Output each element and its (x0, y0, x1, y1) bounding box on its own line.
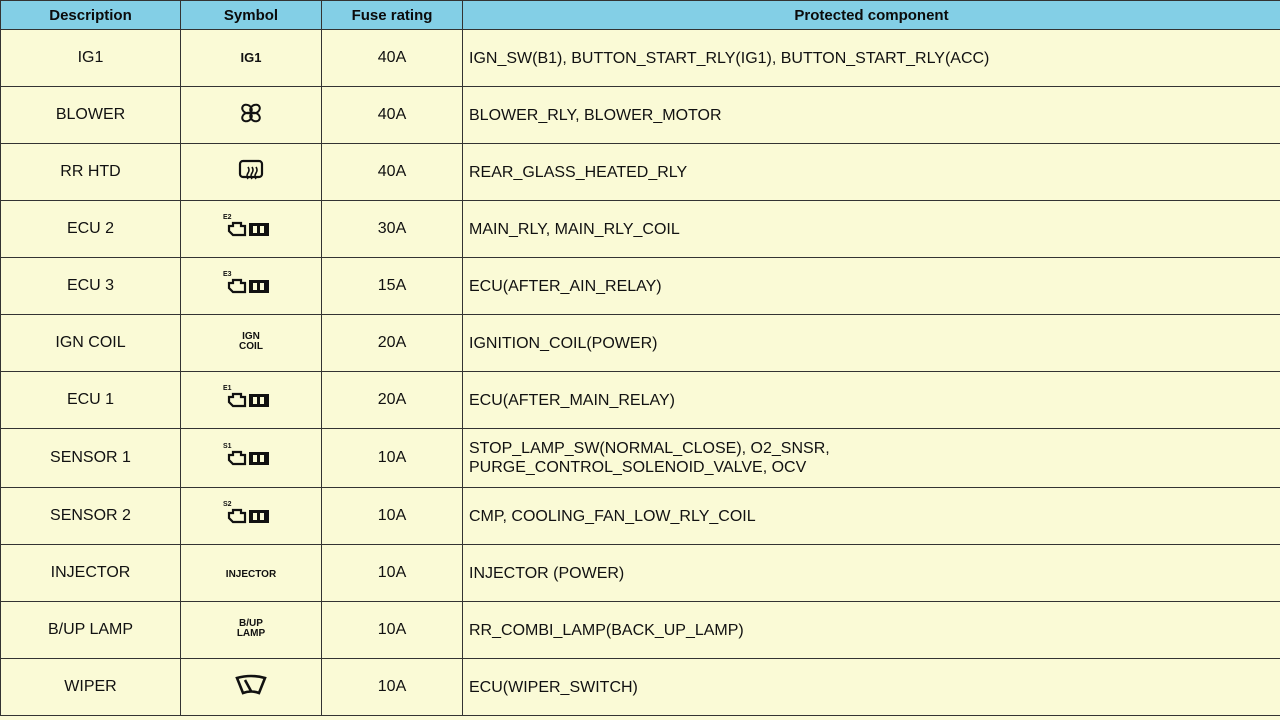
component-line: CMP, COOLING_FAN_LOW_RLY_COIL (469, 507, 756, 525)
component-line: BLOWER_RLY, BLOWER_MOTOR (469, 106, 722, 124)
fuse-description: SENSOR 1 (1, 429, 181, 488)
fuse-description: B/UP LAMP (1, 602, 181, 659)
protected-component (463, 602, 1280, 659)
protected-component (463, 545, 1280, 602)
engine-ecu-icon (219, 385, 283, 411)
component-line: RR_COMBI_LAMP(BACK_UP_LAMP) (469, 621, 744, 639)
engine-ecu-icon (219, 271, 283, 297)
header-protected-component: Protected component (463, 1, 1280, 30)
fuse-description: IG1 (1, 30, 181, 87)
symbol-superscript: S1 (223, 442, 232, 450)
table-row (1, 201, 1280, 258)
fuse-rating: 10A (322, 429, 463, 488)
header-symbol: Symbol (181, 1, 322, 30)
table-row (1, 488, 1280, 545)
fuse-description: BLOWER (1, 87, 181, 144)
fuse-description: IGN COIL (1, 315, 181, 372)
component-line: PURGE_CONTROL_SOLENOID_VALVE, OCV (469, 459, 807, 476)
component-line: IGNITION_COIL(POWER) (469, 334, 658, 352)
fuse-symbol (181, 30, 322, 87)
table-row (1, 315, 1280, 372)
fuse-table-body (1, 30, 1280, 716)
engine-ecu-icon (219, 214, 283, 240)
fuse-symbol (181, 201, 322, 258)
protected-component (463, 201, 1280, 258)
fuse-rating: 15A (322, 258, 463, 315)
component-line: ECU(AFTER_MAIN_RELAY) (469, 391, 675, 409)
symbol-label: IGN COIL (239, 331, 263, 352)
component-line: INJECTOR (POWER) (469, 564, 625, 582)
wiper-icon (234, 674, 268, 701)
fuse-symbol (181, 602, 322, 659)
table-row (1, 30, 1280, 87)
fuse-rating: 20A (322, 372, 463, 429)
symbol-superscript: E1 (223, 384, 232, 392)
engine-ecu-icon (219, 501, 283, 527)
fuse-symbol (181, 315, 322, 372)
protected-component (463, 144, 1280, 201)
fuse-description: WIPER (1, 659, 181, 716)
fuse-rating: 40A (322, 30, 463, 87)
rear-defrost-icon (238, 159, 264, 186)
symbol-label: IG1 (240, 50, 262, 65)
symbol-superscript: S2 (223, 500, 232, 508)
fuse-rating: 10A (322, 602, 463, 659)
engine-ecu-icon (219, 443, 283, 469)
table-row (1, 545, 1280, 602)
table-row (1, 372, 1280, 429)
fuse-description: ECU 3 (1, 258, 181, 315)
symbol-label: B/UP LAMP (236, 618, 266, 639)
protected-component (463, 30, 1280, 87)
fuse-description: ECU 2 (1, 201, 181, 258)
fuse-symbol (181, 87, 322, 144)
protected-component (463, 315, 1280, 372)
header-fuse-rating: Fuse rating (322, 1, 463, 30)
component-line: REAR_GLASS_HEATED_RLY (469, 163, 688, 181)
fuse-rating: 10A (322, 659, 463, 716)
fuse-rating: 20A (322, 315, 463, 372)
component-line: ECU(AFTER_AIN_RELAY) (469, 277, 662, 295)
fuse-rating: 30A (322, 201, 463, 258)
component-line: MAIN_RLY, MAIN_RLY_COIL (469, 220, 680, 238)
protected-component (463, 258, 1280, 315)
table-row (1, 144, 1280, 201)
header-row (1, 1, 1280, 30)
fuse-symbol (181, 545, 322, 602)
table-row (1, 602, 1280, 659)
fan-icon (240, 102, 262, 129)
fuse-description: RR HTD (1, 144, 181, 201)
header-description: Description (1, 1, 181, 30)
protected-component (463, 429, 1280, 488)
symbol-label: INJECTOR (225, 569, 277, 580)
protected-component (463, 488, 1280, 545)
fuse-rating: 10A (322, 488, 463, 545)
fuse-rating: 10A (322, 545, 463, 602)
symbol-superscript: E3 (223, 270, 232, 278)
fuse-rating: 40A (322, 87, 463, 144)
fuse-description: SENSOR 2 (1, 488, 181, 545)
fuse-rating: 40A (322, 144, 463, 201)
protected-component (463, 659, 1280, 716)
fuse-symbol (181, 372, 322, 429)
table-row (1, 429, 1280, 488)
fuse-symbol (181, 659, 322, 716)
fuse-symbol (181, 429, 322, 488)
component-line: ECU(WIPER_SWITCH) (469, 678, 638, 696)
table-row (1, 87, 1280, 144)
component-line: STOP_LAMP_SW(NORMAL_CLOSE), O2_SNSR, (469, 440, 830, 457)
table-row (1, 258, 1280, 315)
fuse-symbol (181, 144, 322, 201)
protected-component (463, 372, 1280, 429)
protected-component (463, 87, 1280, 144)
symbol-superscript: E2 (223, 213, 232, 221)
fuse-symbol (181, 258, 322, 315)
fuse-symbol (181, 488, 322, 545)
component-line: IGN_SW(B1), BUTTON_START_RLY(IG1), BUTTON_START_RLY(ACC) (469, 49, 990, 67)
fuse-description: INJECTOR (1, 545, 181, 602)
fuse-description: ECU 1 (1, 372, 181, 429)
table-row (1, 659, 1280, 716)
